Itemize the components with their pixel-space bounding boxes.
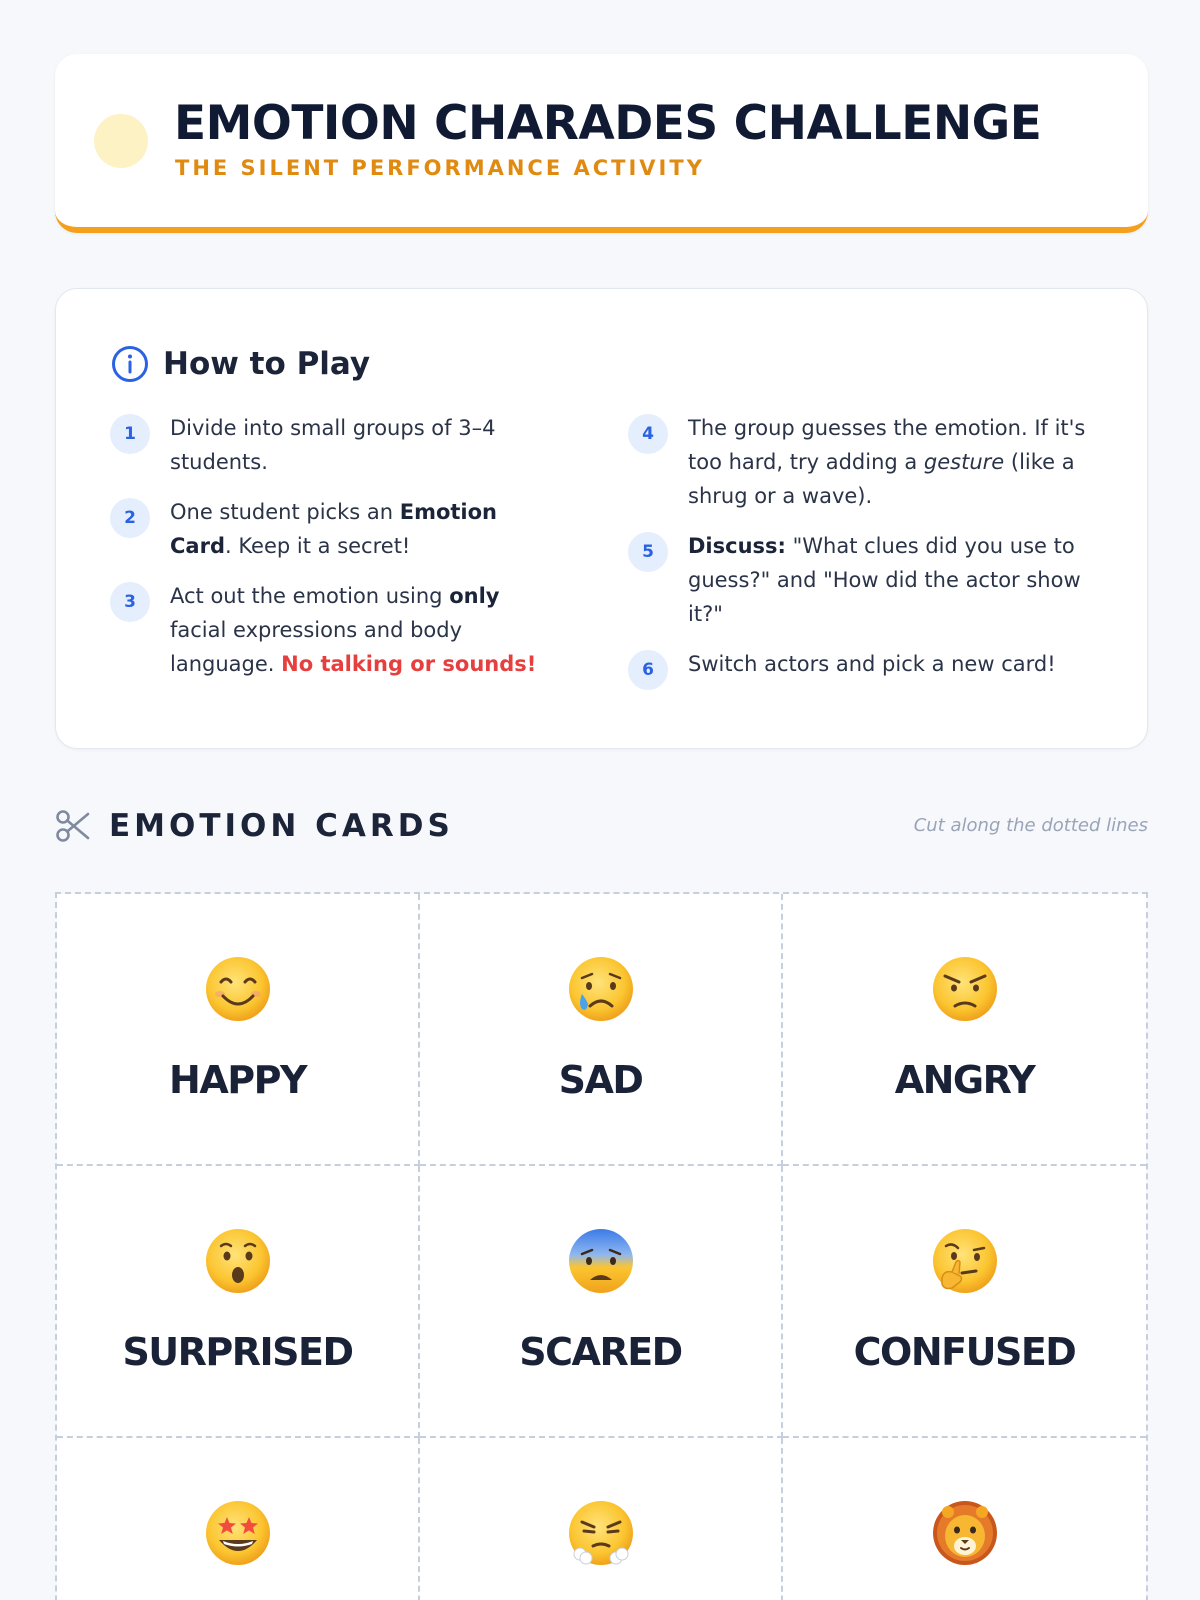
step-item (628, 414, 1088, 513)
happy-emoji-icon (203, 954, 273, 1024)
frustrated-emoji-icon (566, 1498, 636, 1568)
scissors-icon (55, 808, 91, 844)
step-text (688, 529, 1088, 631)
step-number-badge: 1 (110, 414, 150, 454)
emotion-card (420, 1166, 783, 1438)
lion-emoji-icon (930, 1498, 1000, 1568)
step-text (170, 411, 540, 479)
step-text-segment: Act out the emotion using (170, 584, 450, 608)
step-text-segment: facial expressions and body language. (170, 618, 463, 676)
step-number-badge: 5 (628, 532, 668, 572)
warning-text: No talking or sounds! (281, 652, 537, 676)
steps-column-left (110, 414, 540, 700)
step-number-badge: 2 (110, 498, 150, 538)
emotion-cards-grid (55, 892, 1148, 1600)
emotion-card-label: SCARED (519, 1330, 682, 1374)
sad-emoji-icon (566, 954, 636, 1024)
emotion-card (57, 894, 420, 1166)
emotion-card-label: SAD (558, 1058, 643, 1102)
step-text-segment: The group guesses the emotion. If it's too hard, try adding a (688, 416, 1086, 474)
surprised-emoji-icon (203, 1226, 273, 1296)
emotion-cards-title: EMOTION CARDS (109, 808, 454, 844)
step-item (628, 532, 1088, 631)
step-item (628, 650, 1088, 690)
emotion-card-label: SURPRISED (122, 1330, 353, 1374)
step-text (688, 647, 1056, 681)
step-item (110, 414, 540, 479)
emotion-card (420, 894, 783, 1166)
page-title: EMOTION CHARADES CHALLENGE (174, 96, 1042, 151)
emotion-card-label: HAPPY (169, 1058, 306, 1102)
bold-text: only (449, 584, 500, 608)
how-to-play-heading (111, 345, 370, 383)
bold-text: Emotion Card (170, 500, 498, 558)
bold-text: Discuss: (688, 534, 786, 558)
how-to-play-title: How to Play (163, 346, 371, 382)
step-item (110, 582, 540, 681)
emotion-card (420, 1438, 783, 1600)
emotion-card-label: ANGRY (894, 1058, 1035, 1102)
step-item (110, 498, 540, 563)
angry-emoji-icon (930, 954, 1000, 1024)
step-number-badge: 4 (628, 414, 668, 454)
step-text-segment: . Keep it a secret! (224, 534, 411, 558)
step-text (170, 579, 540, 681)
emotion-card (783, 894, 1146, 1166)
scared-emoji-icon (566, 1226, 636, 1296)
info-icon (111, 345, 149, 383)
emotion-cards-heading (55, 808, 454, 844)
step-text-segment: "What clues did you use to guess?" and "How did the actor show it?" (688, 534, 1081, 626)
how-to-play-card (55, 288, 1148, 749)
step-text-segment: (like a shrug or a wave). (688, 450, 1075, 508)
emotion-card (57, 1166, 420, 1438)
cut-hint: Cut along the dotted lines (913, 815, 1148, 836)
step-text-segment: Divide into small groups of 3–4 students. (170, 416, 496, 474)
emotion-card-label: CONFUSED (853, 1330, 1076, 1374)
steps-column-right (628, 414, 1088, 709)
page-subtitle: THE SILENT PERFORMANCE ACTIVITY (175, 156, 705, 180)
confused-emoji-icon (930, 1226, 1000, 1296)
emotion-card (57, 1438, 420, 1600)
star-struck-emoji-icon (203, 1498, 273, 1568)
step-number-badge: 6 (628, 650, 668, 690)
step-text (170, 495, 540, 563)
step-text-segment: One student picks an (170, 500, 400, 524)
step-number-badge: 3 (110, 582, 150, 622)
step-text-segment: Switch actors and pick a new card! (688, 652, 1056, 676)
emotion-card (783, 1438, 1146, 1600)
decorative-circle (94, 114, 148, 168)
emotion-card (783, 1166, 1146, 1438)
header-card (55, 54, 1148, 233)
italic-text: gesture (923, 450, 1005, 474)
step-text (688, 411, 1088, 513)
